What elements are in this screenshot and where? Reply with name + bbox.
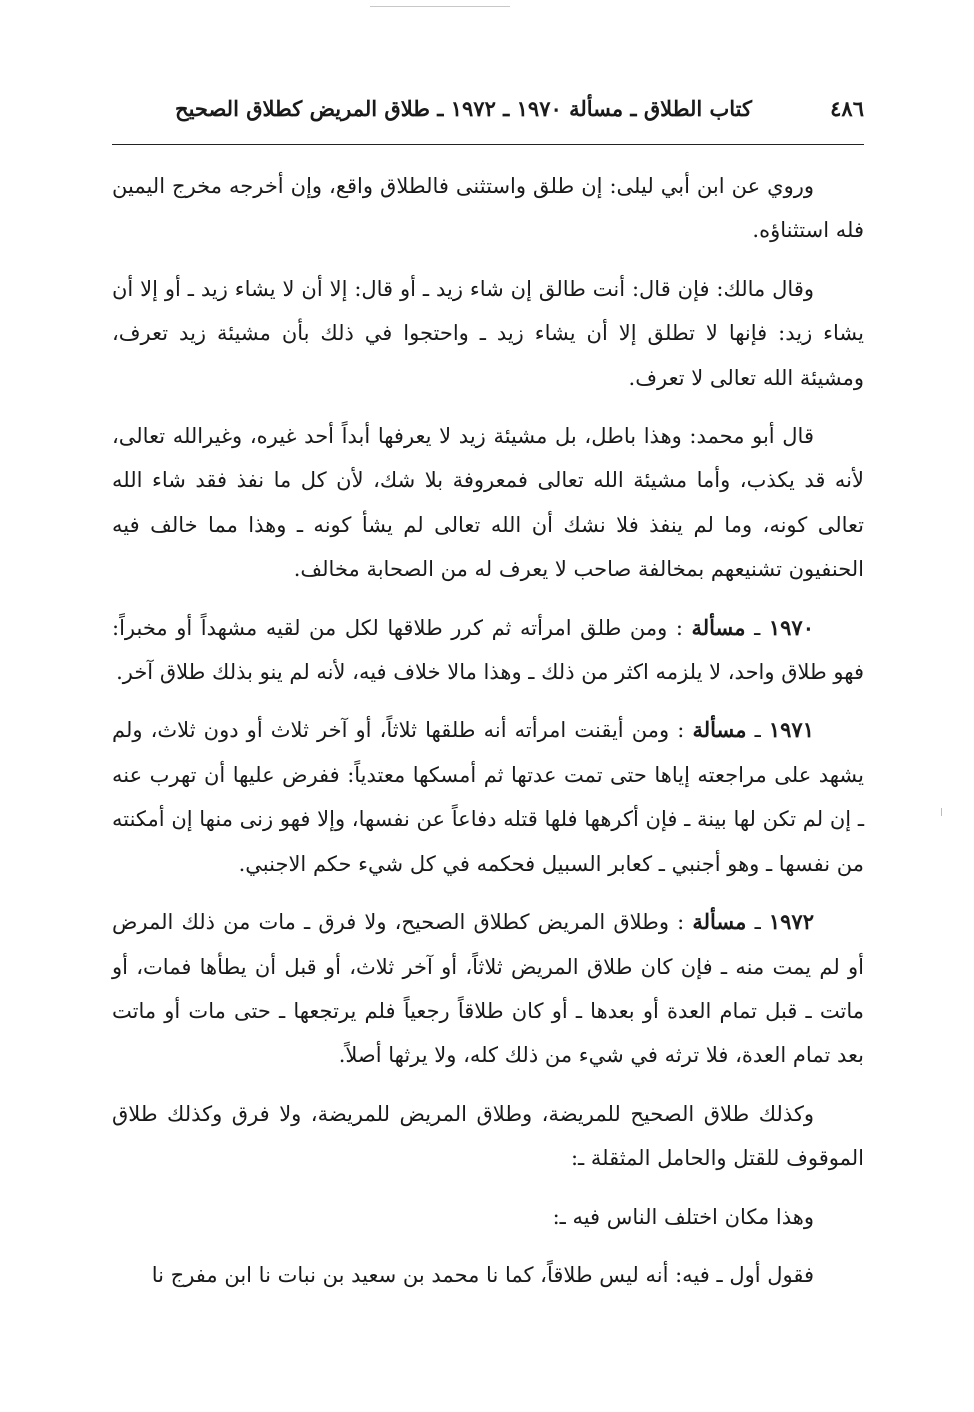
page-number: ٤٨٦ (830, 96, 864, 121)
paragraph: وكذلك طلاق الصحيح للمريضة، وطلاق المريض للمريضة، ولا فرق وكذلك طلاق الموقوف للقتل والحامل المثقلة ـ: (112, 1101, 864, 1171)
issue-dash: ـ (745, 615, 761, 640)
running-title: كتاب الطلاق ـ مسألة ١٩٧٠ ـ ١٩٧٢ ـ طلاق المريض كطلاق الصحيح (175, 96, 752, 121)
issue-label: مسألة (691, 614, 746, 640)
scan-edge-mark (370, 6, 510, 7)
paragraph: وهذا مكان اختلف الناس فيه ـ: (552, 1204, 814, 1229)
paragraph: قال أبو محمد: وهذا باطل، بل مشيئة زيد لا يعرفها أبداً أحد غيره، وغيرالله تعالى، لأنه قد يكذب، وأما مشيئة الله تعالى فمعروفة بلا شك، لأن كل ما نفذ فقد شاء الله تعالى كونه، وما لم ينفذ فلا نشك أن الله تعالى لم يشأ كونه ـ وهذا مما خالف فيه الحنفيون تشنيعهم بمخالفة صاحب لا يعرف له من الصحابة مخالف. (112, 424, 864, 582)
issue-dash: ـ (746, 910, 761, 935)
issue-paragraph (112, 900, 864, 1078)
issue-paragraph (112, 708, 864, 886)
issue-text: : وطلاق المريض كطلاق الصحيح، ولا فرق ـ مات من ذلك المرض أو لم يمت منه ـ فإن كان طلاق المريض ثلاثاً، أو آخر ثلاث، أو قبل أن يطأها فمات، أو ماتت ـ قبل تمام العدة أو بعدها ـ أو كان طلاقاً رجعياً فلم يرتجعها ـ حتى مات أو ماتت بعد تمام العدة، فلا ترثه في شيء من ذلك كله، ولا يرثها أصلاً. (112, 910, 864, 1068)
issue-text: : ومن أيقنت امرأته أنه طلقها ثلاثاً، أو آخر ثلاث أو دون ثلاث، ولم يشهد على مراجعته إياها حتى تمت عدتها ثم أمسكها معتدياً: ففرض عليها أن تهرب عنه ـ إن لم تكن لها بينة ـ فإن أكرهها فلها قتله دفاعاً عن نفسها، وإلا فهو زنى منها إن أمكنته من نفسها ـ وهو أجنبي ـ كعابر السبيل فحكمه في كل شيء حكم الاجنبي. (112, 718, 864, 876)
issue-number: ١٩٧١ (768, 717, 814, 743)
paragraph: وقال مالك: فإن قال: أنت طالق إن شاء زيد ـ أو قال: إلا أن لا يشاء زيد ـ أو إلا أن يشاء زيد: فإنها لا تطلق إلا أن يشاء زيد ـ واحتجوا في ذلك بأن مشيئة زيد تعرف، ومشيئة الله تعالى لا تعرف. (112, 276, 864, 390)
issue-number: ١٩٧٢ (768, 909, 814, 935)
issue-number: ١٩٧٠ (768, 614, 814, 640)
scan-margin-mark (941, 808, 942, 816)
body-text (112, 164, 864, 1311)
page-header (112, 96, 864, 136)
paragraph: وروي عن ابن أبي ليلى: إن طلق واستثنى فالطلاق واقع، وإن أخرجه مخرج اليمين فله استثناؤه. (112, 174, 864, 243)
issue-text: : ومن طلق امرأته ثم كرر طلاقها لكل من لقيه مشهداً أو مخبراً: فهو طلاق واحد، لا يلزمه اكثر من ذلك ـ وهذا مالا خلاف فيه، لأنه لم ينو بذلك طلاق آخر. (112, 615, 864, 685)
issue-label: مسألة (692, 717, 747, 743)
header-rule (112, 144, 864, 145)
issue-label: مسألة (692, 909, 747, 935)
issue-dash: ـ (746, 718, 761, 743)
issue-paragraph (112, 606, 864, 695)
paragraph: فقول أول ـ فيه: أنه ليس طلاقاً، كما نا محمد بن سعيد بن نبات نا ابن مفرج نا (151, 1262, 814, 1287)
